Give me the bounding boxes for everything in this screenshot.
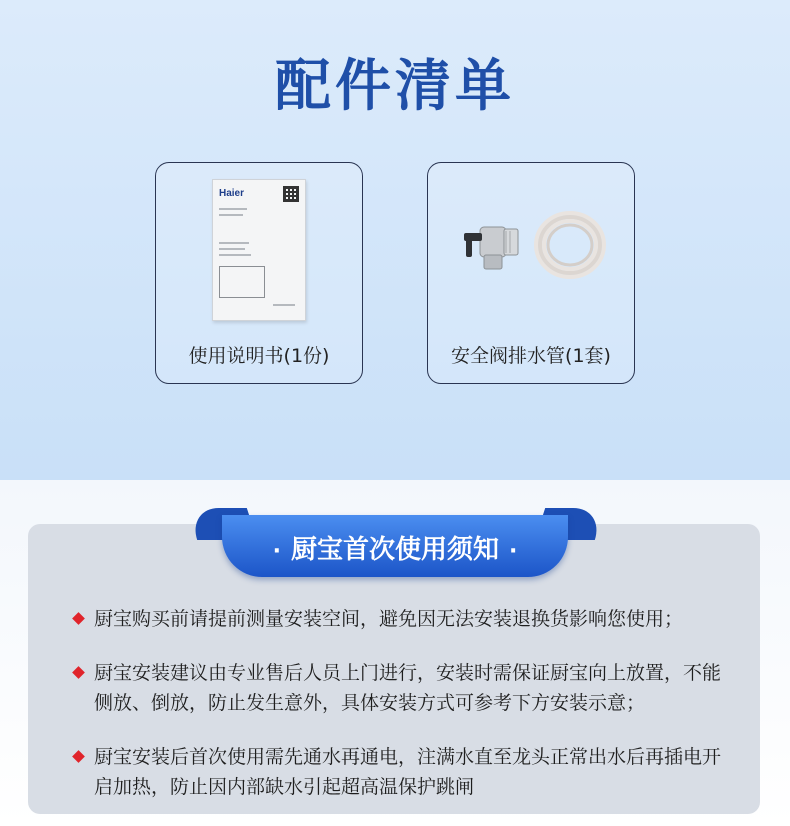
manual-image: [212, 179, 306, 321]
notice-item: [72, 658, 732, 718]
notice-heading-row: [222, 529, 568, 566]
bullet-diamond-icon: [72, 750, 85, 763]
notice-ribbon: [222, 515, 568, 577]
bullet-diamond-icon: [72, 612, 85, 625]
safety-valve-icon: [460, 217, 524, 273]
manual-table: [219, 266, 265, 298]
notice-item-text: 厨宝安装建议由专业售后人员上门进行，安装时需保证厨宝向上放置，不能侧放、倒放，防止发生意外，具体安装方式可参考下方安装示意；: [94, 662, 722, 714]
notice-item-text: 厨宝购买前请提前测量安装空间，避免因无法安装退换货影响您使用；: [94, 608, 684, 630]
dot-icon: ·: [509, 539, 518, 564]
haier-logo: Haier: [219, 188, 245, 199]
drain-pipe-icon: [530, 207, 610, 283]
accessory-card-valve: [427, 162, 635, 384]
notice-item: [72, 742, 732, 802]
notice-heading: 厨宝首次使用须知: [290, 535, 499, 565]
bullet-diamond-icon: [72, 666, 85, 679]
notice-item-text: 厨宝安装后首次使用需先通水再通电，注满水直至龙头正常出水后再插电开启加热，防止因内部缺水引起超高温保护跳闸: [94, 746, 722, 798]
notice-item: [72, 604, 732, 634]
notice-list: [72, 604, 732, 826]
qr-code-icon: [283, 186, 299, 202]
accessory-label: 使用说明书(1份): [188, 345, 330, 367]
accessory-card-manual: [155, 162, 363, 384]
accessory-label: 安全阀排水管(1套): [451, 345, 611, 367]
page-title: 配件清单: [275, 54, 515, 119]
dot-icon: ·: [272, 539, 281, 564]
